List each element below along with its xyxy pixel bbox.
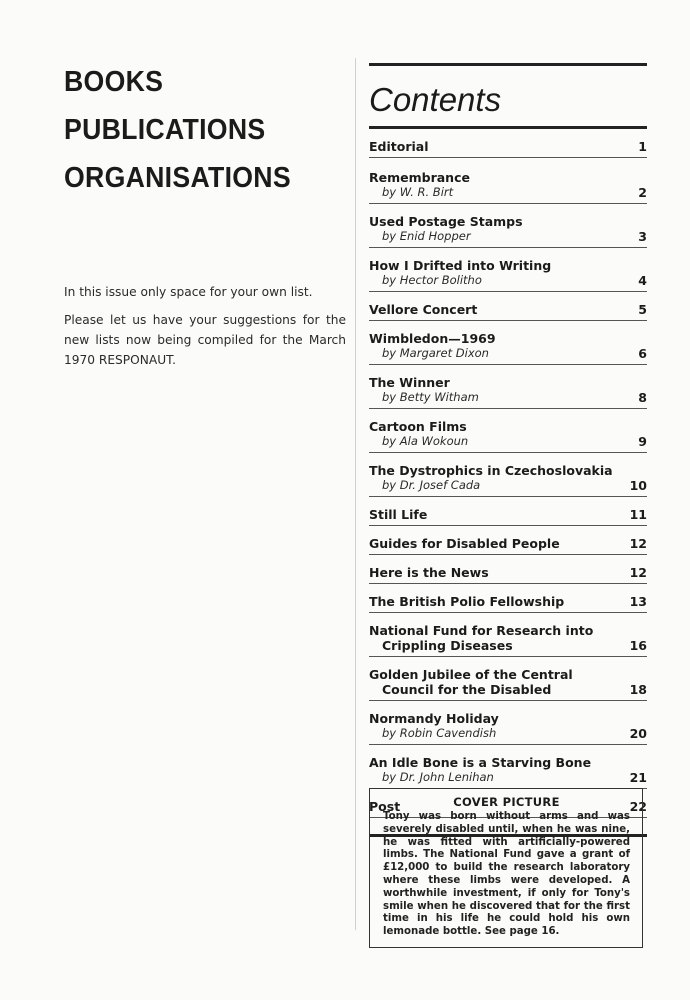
toc-entry[interactable] xyxy=(369,214,647,248)
toc-entry-title: Editorial xyxy=(369,139,429,154)
toc-entry[interactable] xyxy=(369,302,647,321)
toc-entry-title: Still Life xyxy=(369,507,428,522)
toc-entry-page: 3 xyxy=(638,229,647,244)
toc-entry-title: National Fund for Research into xyxy=(369,623,594,638)
heading-publications: PUBLICATIONS xyxy=(64,114,266,146)
cover-title: COVER PICTURE xyxy=(453,795,560,809)
toc-entry-title: Wimbledon—1969 xyxy=(369,331,496,346)
toc-entry-page: 5 xyxy=(638,302,647,317)
toc-entry-author: by Robin Cavendish xyxy=(382,726,497,740)
cover-picture-box xyxy=(369,788,643,948)
toc-entry-title-cont: Council for the Disabled xyxy=(382,682,552,697)
toc-entry[interactable] xyxy=(369,755,647,789)
toc-entry-page: 12 xyxy=(629,536,647,551)
heading-books: BOOKS xyxy=(64,66,164,98)
toc-entry[interactable] xyxy=(369,623,647,657)
toc-entry-title: The Winner xyxy=(369,375,450,390)
toc-entry-page: 10 xyxy=(629,478,647,493)
toc-entry-title: The Dystrophics in Czechoslovakia xyxy=(369,463,613,478)
toc-entry[interactable] xyxy=(369,419,647,453)
toc-entry[interactable] xyxy=(369,170,647,204)
toc-entry-title-cont: Crippling Diseases xyxy=(382,638,513,653)
toc-entry-author: by Betty Witham xyxy=(382,390,479,404)
toc-entry-title: Here is the News xyxy=(369,565,489,580)
toc-entry-title: Vellore Concert xyxy=(369,302,478,317)
toc-entry-page: 6 xyxy=(638,346,647,361)
toc-entry-title: Remembrance xyxy=(369,170,470,185)
toc-entry-author: by Enid Hopper xyxy=(382,229,471,243)
toc-entry-page: 4 xyxy=(638,273,647,288)
toc-entry-author: by Ala Wokoun xyxy=(382,434,469,448)
toc-entry-page: 11 xyxy=(629,507,647,522)
toc-entry-author: by Dr. Josef Cada xyxy=(382,478,481,492)
note-paragraph-1: In this issue only space for your own list. xyxy=(64,285,313,299)
toc-entry-author: by W. R. Birt xyxy=(382,185,454,199)
toc-entry[interactable] xyxy=(369,139,647,158)
toc-entry[interactable] xyxy=(369,331,647,365)
toc-entry[interactable] xyxy=(369,507,647,526)
toc-entry-page: 1 xyxy=(638,139,647,154)
toc-entry-author: by Margaret Dixon xyxy=(382,346,489,360)
toc-entry-page: 22 xyxy=(629,799,647,814)
toc-entry-page: 12 xyxy=(629,565,647,580)
toc-entry-title: Golden Jubilee of the Central xyxy=(369,667,573,682)
toc-entry-author: by Hector Bolitho xyxy=(382,273,482,287)
toc-entry-page: 9 xyxy=(638,434,647,449)
toc-entry[interactable] xyxy=(369,594,647,613)
column-divider xyxy=(355,58,356,930)
toc-entry-title: The British Polio Fellowship xyxy=(369,594,565,609)
toc-entry[interactable] xyxy=(369,711,647,745)
toc-entry[interactable] xyxy=(369,375,647,409)
heading-organisations: ORGANISATIONS xyxy=(64,162,291,194)
toc-entry-title: Guides for Disabled People xyxy=(369,536,560,551)
toc-entry-page: 20 xyxy=(629,726,647,741)
toc-entry-page: 8 xyxy=(638,390,647,405)
toc-entry-title: How I Drifted into Writing xyxy=(369,258,552,273)
left-column xyxy=(64,58,346,370)
toc-entry[interactable] xyxy=(369,565,647,584)
contents-panel xyxy=(369,63,647,837)
toc-entry-page: 18 xyxy=(629,682,647,697)
toc-entry-title: An Idle Bone is a Starving Bone xyxy=(369,755,592,770)
toc-entry-page: 21 xyxy=(629,770,647,785)
toc-entry-page: 2 xyxy=(638,185,647,200)
toc-entry-page: 16 xyxy=(629,638,647,653)
toc-entry-title: Cartoon Films xyxy=(369,419,467,434)
toc-entry[interactable] xyxy=(369,463,647,497)
toc-entry-title: Post xyxy=(369,799,401,814)
contents-list xyxy=(369,139,647,818)
toc-entry-author: by Dr. John Lenihan xyxy=(382,770,494,784)
note-paragraph-2: Please let us have your suggestions for the new lists now being compiled for the March 1970 RESPONAUT. xyxy=(64,313,346,367)
contents-title: Contents xyxy=(369,81,502,118)
toc-entry[interactable] xyxy=(369,258,647,292)
title-rule xyxy=(369,126,647,129)
cover-text: Tony was born without arms and was severely disabled until, when he was nine, he was fitted with artificially-powered limbs. The National Fund gave a grant of £12,000 to build the research laboratory where these limbs were developed. A worthwhile investment, if only for Tony's smile when he discovered that for the first time in his life he could hold his own lemonade bottle. See page 16. xyxy=(383,811,630,938)
top-rule xyxy=(369,63,647,66)
toc-entry[interactable] xyxy=(369,536,647,555)
toc-entry-title: Normandy Holiday xyxy=(369,711,499,726)
toc-entry-page: 13 xyxy=(629,594,647,609)
toc-entry-title: Used Postage Stamps xyxy=(369,214,523,229)
toc-entry[interactable] xyxy=(369,667,647,701)
